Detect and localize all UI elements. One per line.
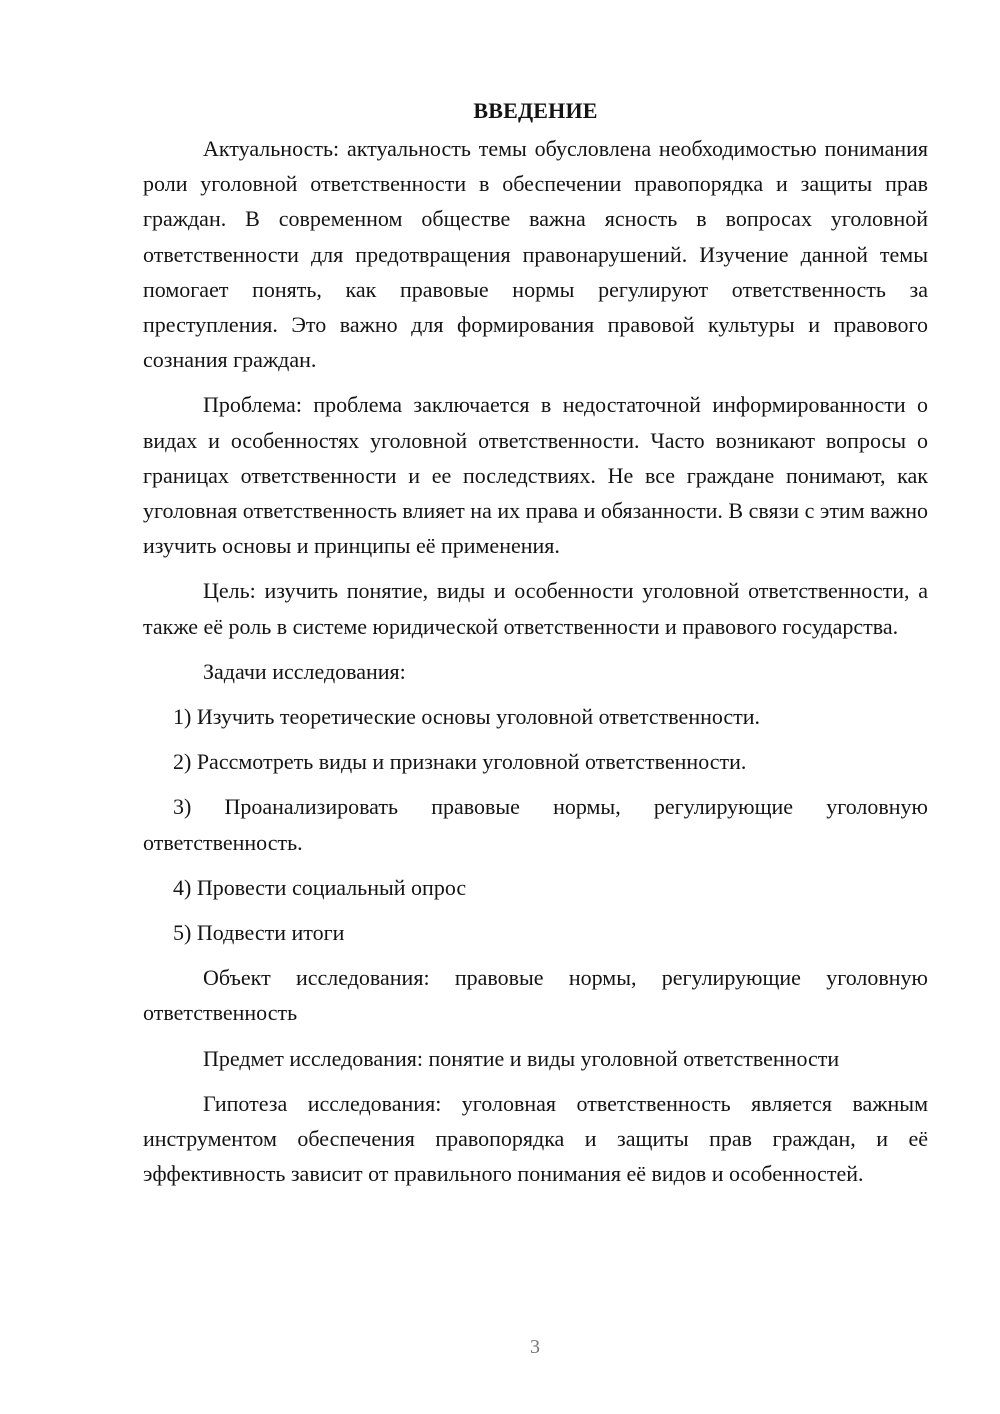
section-heading: ВВЕДЕНИЕ — [473, 98, 598, 123]
task-item-4: 4) Провести социальный опрос — [173, 874, 467, 900]
hypothesis-paragraph: Гипотеза исследования: уголовная ответственность является важным инструментом обеспечения правопорядка и защиты прав граждан, и её эффективность зависит от правильного понимания её видов и особенностей. — [143, 1090, 928, 1187]
tasks-heading: Задачи исследования: — [203, 658, 406, 684]
task-item-3: 3) Проанализировать правовые нормы, регулирующие уголовную ответственность. — [143, 794, 928, 855]
object-paragraph: Объект исследования: правовые нормы, регулирующие уголовную ответственность — [143, 965, 928, 1026]
relevance-paragraph: Актуальность: актуальность темы обусловлена необходимостью понимания роли уголовной ответственности в обеспечении правопорядка и защиты прав граждан. В современном обществе важна ясность в вопросах уголовной ответственности для предотвращения правонарушений. Изучение данной темы помогает понять, как правовые нормы регулируют ответственность за преступления. Это важно для формирования правовой культуры и правового сознания граждан. — [143, 136, 928, 373]
page-number: 3 — [530, 1336, 540, 1358]
problem-paragraph: Проблема: проблема заключается в недостаточной информированности о видах и особенностях уголовной ответственности. Часто возникают вопросы о границах ответственности и ее последствиях. Не все граждане понимают, как уголовная ответственность влияет на их права и обязанности. В связи с этим важно изучить основы и принципы её применения. — [143, 392, 928, 559]
subject-paragraph: Предмет исследования: понятие и виды уголовной ответственности — [203, 1045, 840, 1071]
task-item-5: 5) Подвести итоги — [173, 920, 345, 946]
task-item-2: 2) Рассмотреть виды и признаки уголовной ответственности. — [173, 749, 747, 775]
task-item-1: 1) Изучить теоретические основы уголовной ответственности. — [173, 704, 761, 730]
goal-paragraph: Цель: изучить понятие, виды и особенности уголовной ответственности, а также её роль в системе юридической ответственности и правового государства. — [143, 578, 928, 639]
document-page — [143, 96, 928, 1191]
